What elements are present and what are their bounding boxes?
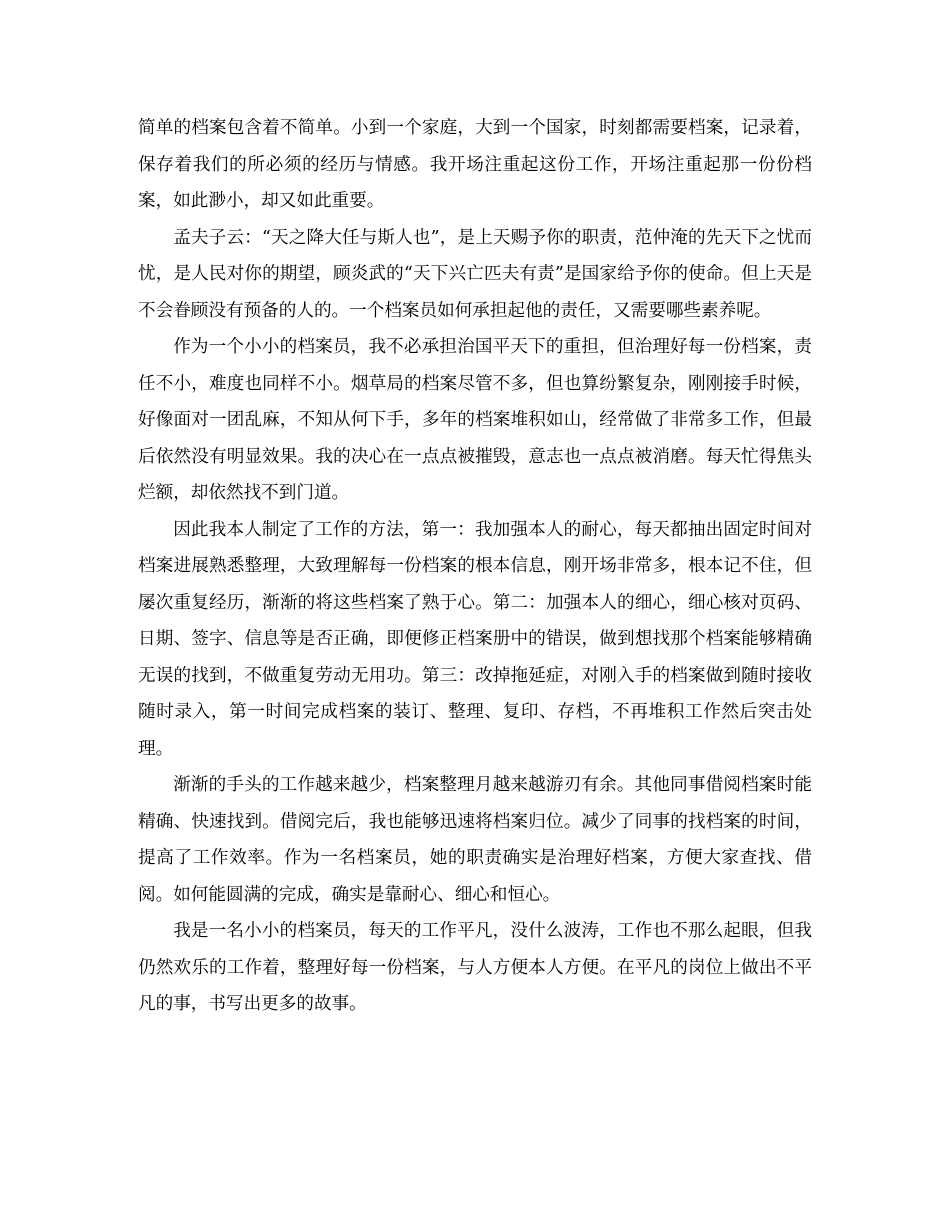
paragraph: 孟夫子云：“天之降大任与斯人也”，是上天赐予你的职责，范仲淹的先天下之忧而忧，是人民对你的期望，顾炎武的“天下兴亡匹夫有责”是国家给予你的使命。但上天是不会眷顾没有预备的人的。一个档案员如何承担起他的责任，又需要哪些素养呢。 <box>138 227 812 321</box>
paragraph: 作为一个小小的档案员，我不必承担治国平天下的重担，但治理好每一份档案，责任不小，难度也同样不小。烟草局的档案尽管不多，但也算纷繁复杂，刚刚接手时候，好像面对一团乱麻，不知从何下手，多年的档案堆积如山，经常做了非常多工作，但最后依然没有明显效果。我的决心在一点点被摧毁，意志也一点点被消磨。每天忙得焦头烂额，却依然找不到门道。 <box>138 337 812 503</box>
document-body <box>138 110 812 1023</box>
paragraph: 因此我本人制定了工作的方法，第一：我加强本人的耐心，每天都抽出固定时间对档案进展熟悉整理，大致理解每一份档案的根本信息，刚开场非常多，根本记不住，但屡次重复经历，渐渐的将这些档案了熟于心。第二：加强本人的细心，细心核对页码、日期、签字、信息等是否正确，即便修正档案册中的错误，做到想找那个档案能够精确无误的找到，不做重复劳动无用功。第三：改掉拖延症，对刚入手的档案做到随时接收随时录入，第一时间完成档案的装订、整理、复印、存档，不再堆积工作然后突击处理。 <box>138 519 812 759</box>
paragraph: 简单的档案包含着不简单。小到一个家庭，大到一个国家，时刻都需要档案，记录着，保存着我们的所必须的经历与情感。我开场注重起这份工作，开场注重起那一份份档案，如此渺小，却又如此重要。 <box>138 118 812 211</box>
paragraph: 渐渐的手头的工作越来越少，档案整理月越来越游刃有余。其他同事借阅档案时能精确、快速找到。借阅完后，我也能够迅速将档案归位。减少了同事的找档案的时间，提高了工作效率。作为一名档案员，她的职责确实是治理好档案，方便大家查找、借阅。如何能圆满的完成，确实是靠耐心、细心和恒心。 <box>138 775 812 905</box>
paragraph: 我是一名小小的档案员，每天的工作平凡，没什么波涛，工作也不那么起眼，但我仍然欢乐的工作着，整理好每一份档案，与人方便本人方便。在平凡的岗位上做出不平凡的事，书写出更多的故事。 <box>138 921 812 1014</box>
